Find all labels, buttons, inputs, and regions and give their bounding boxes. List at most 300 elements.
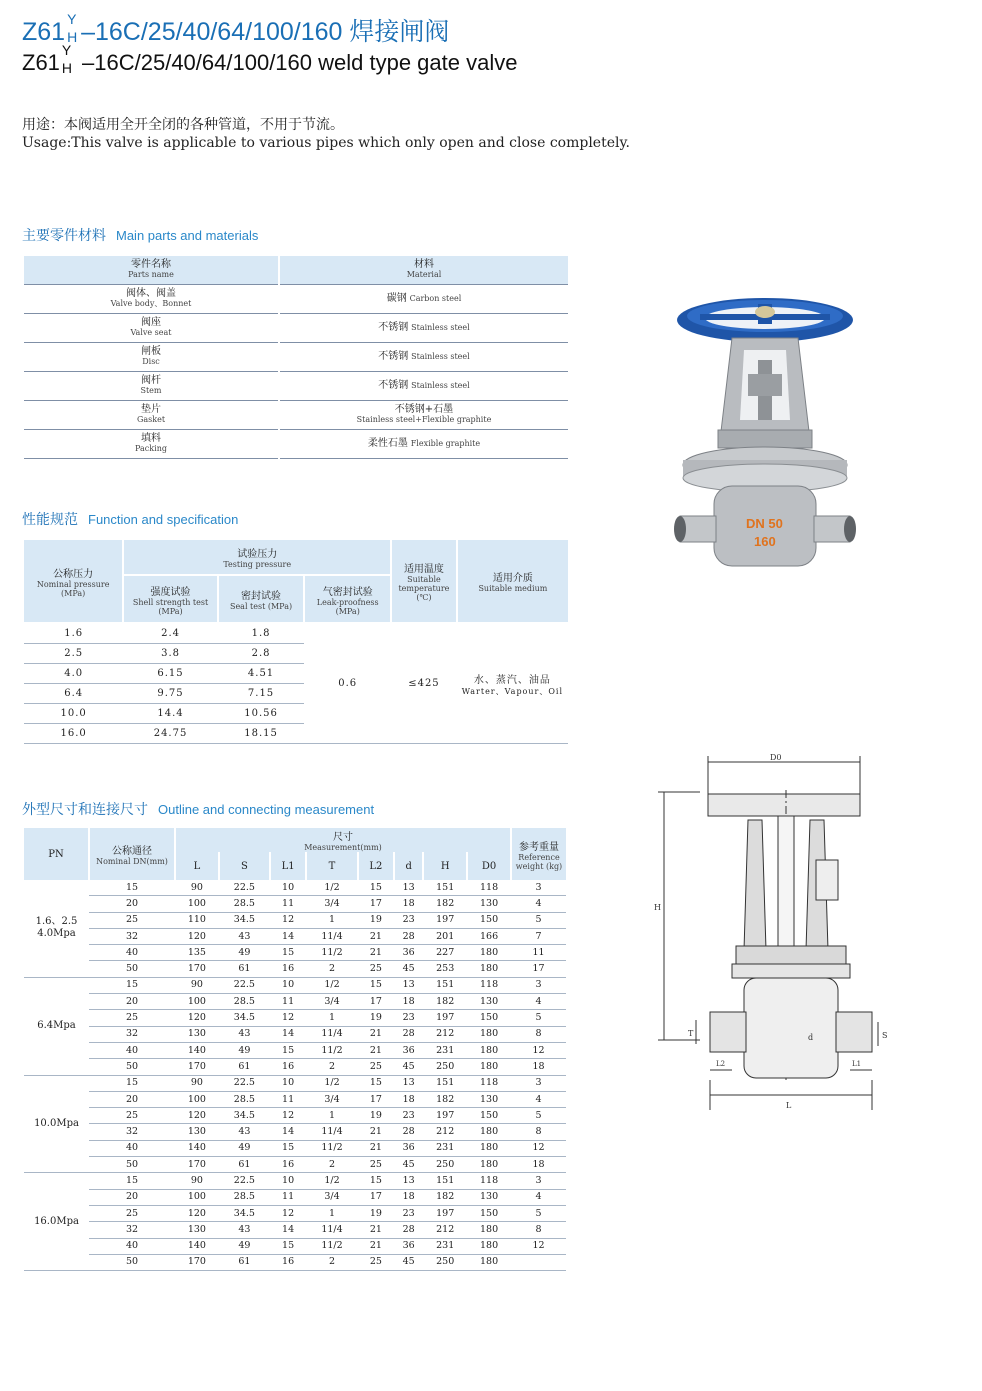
table-cell: 3 <box>511 1173 566 1189</box>
table-cell: 5 <box>511 1108 566 1124</box>
table-cell: 28.5 <box>219 1091 270 1107</box>
table-cell: 14 <box>270 928 306 944</box>
table-cell: 43 <box>219 928 270 944</box>
table-cell: 61 <box>219 1254 270 1270</box>
table-cell: 45 <box>394 961 423 977</box>
table-cell: 8 <box>511 1026 566 1042</box>
parts-header-material: 材料 Material <box>279 256 568 285</box>
table-cell: 15 <box>89 977 175 993</box>
page-title-cn: Z61 Y H –16C/25/40/64/100/160 焊接闸阀 <box>22 11 450 46</box>
table-row <box>24 880 566 896</box>
table-cell: 110 <box>175 912 219 928</box>
table-cell: 130 <box>467 1091 511 1107</box>
table-cell: 1/2 <box>306 1173 358 1189</box>
table-row <box>24 1140 566 1156</box>
table-cell: 1/2 <box>306 1075 358 1091</box>
table-cell: 11/4 <box>306 1026 358 1042</box>
table-row <box>24 1254 566 1270</box>
dims-col-header: L2 <box>358 852 394 880</box>
table-cell: 3/4 <box>306 994 358 1010</box>
table-row <box>24 928 566 944</box>
table-cell: 36 <box>394 1042 423 1058</box>
table-cell: 8 <box>511 1124 566 1140</box>
dims-col-header: H <box>423 852 467 880</box>
table-cell: 40 <box>89 1140 175 1156</box>
table-cell: 201 <box>423 928 467 944</box>
table-cell: 4 <box>511 1091 566 1107</box>
table-cell: 100 <box>175 994 219 1010</box>
table-cell: 21 <box>358 1222 394 1238</box>
table-cell: 21 <box>358 945 394 961</box>
table-cell: 61 <box>219 1059 270 1075</box>
table-cell: 17 <box>511 961 566 977</box>
table-cell: 11/2 <box>306 1042 358 1058</box>
table-cell: 250 <box>423 1059 467 1075</box>
table-cell: 231 <box>423 1042 467 1058</box>
table-cell: 10 <box>270 1075 306 1091</box>
table-cell: 16 <box>270 961 306 977</box>
table-cell: 49 <box>219 1140 270 1156</box>
table-cell: 182 <box>423 1189 467 1205</box>
table-row: 垫片 Gasket 不锈钢+石墨 Stainless steel+Flexible graphite <box>24 401 568 430</box>
label-h: H <box>654 903 661 912</box>
table-cell: 15 <box>89 880 175 896</box>
table-cell: 3 <box>511 977 566 993</box>
table-cell: 36 <box>394 1238 423 1254</box>
table-cell: 197 <box>423 1205 467 1221</box>
table-cell: 21 <box>358 1124 394 1140</box>
table-row <box>24 1173 566 1189</box>
table-cell: 130 <box>175 1026 219 1042</box>
table-cell: 120 <box>175 928 219 944</box>
table-cell: 32 <box>89 928 175 944</box>
table-cell: 15 <box>358 880 394 896</box>
table-cell: 180 <box>467 1059 511 1075</box>
table-cell: 28 <box>394 1124 423 1140</box>
table-cell: 50 <box>89 1059 175 1075</box>
table-row <box>24 1091 566 1107</box>
table-cell: 12 <box>270 1108 306 1124</box>
table-cell: 100 <box>175 896 219 912</box>
func-header-medium: 适用介质 Suitable medium <box>457 540 568 623</box>
func-section-title: 性能规范 Function and specification <box>22 512 239 528</box>
table-cell: 11/4 <box>306 1124 358 1140</box>
table-cell: 15 <box>270 1042 306 1058</box>
table-cell: 50 <box>89 1254 175 1270</box>
table-cell: 34.5 <box>219 1010 270 1026</box>
table-cell: 43 <box>219 1026 270 1042</box>
table-row <box>24 896 566 912</box>
table-row: 6.4 9.75 7.15 <box>24 684 568 704</box>
table-cell: 10 <box>270 880 306 896</box>
table-cell: 28.5 <box>219 896 270 912</box>
table-cell: 5 <box>511 912 566 928</box>
table-cell: 8 <box>511 1222 566 1238</box>
table-cell: 23 <box>394 1108 423 1124</box>
pn-group-label: 6.4Mpa <box>24 977 89 1075</box>
table-cell: 28.5 <box>219 994 270 1010</box>
label-l2: L2 <box>716 1060 726 1068</box>
table-cell: 1 <box>306 1108 358 1124</box>
parts-header-name: 零件名称 Parts name <box>24 256 279 285</box>
func-header-tp: 试验压力 Testing pressure <box>123 540 391 575</box>
table-cell: 11 <box>270 1091 306 1107</box>
table-cell: 118 <box>467 880 511 896</box>
table-cell: 17 <box>358 1091 394 1107</box>
table-cell: 1 <box>306 1010 358 1026</box>
table-cell: 11/4 <box>306 1222 358 1238</box>
table-cell: 25 <box>89 1010 175 1026</box>
table-cell: 1 <box>306 912 358 928</box>
table-cell: 212 <box>423 1026 467 1042</box>
table-cell: 32 <box>89 1222 175 1238</box>
table-cell: 49 <box>219 1238 270 1254</box>
table-cell: 34.5 <box>219 912 270 928</box>
table-cell: 4 <box>511 994 566 1010</box>
table-cell: 90 <box>175 880 219 896</box>
table-cell: 25 <box>89 912 175 928</box>
table-cell: 20 <box>89 896 175 912</box>
label-l1: L1 <box>852 1060 862 1068</box>
table-cell: 150 <box>467 1108 511 1124</box>
table-cell: 25 <box>358 1059 394 1075</box>
table-cell: 19 <box>358 1108 394 1124</box>
table-cell: 120 <box>175 1108 219 1124</box>
table-cell: 61 <box>219 961 270 977</box>
table-cell: 150 <box>467 912 511 928</box>
label-d: d <box>808 1033 814 1042</box>
table-cell: 10 <box>270 977 306 993</box>
table-cell: 150 <box>467 1010 511 1026</box>
valve-label-pn: 160 <box>754 534 776 549</box>
table-row <box>24 945 566 961</box>
table-cell: 21 <box>358 1042 394 1058</box>
table-cell: 180 <box>467 1254 511 1270</box>
table-cell: 100 <box>175 1189 219 1205</box>
table-row <box>24 961 566 977</box>
table-cell: 11/2 <box>306 1238 358 1254</box>
table-cell: 40 <box>89 945 175 961</box>
table-cell: 253 <box>423 961 467 977</box>
table-cell: 130 <box>175 1222 219 1238</box>
table-cell: 61 <box>219 1157 270 1173</box>
medium-value: 水、蒸汽、油品 Warter、Vapour、Oil <box>457 623 568 744</box>
table-cell: 90 <box>175 1173 219 1189</box>
table-cell: 2 <box>306 1157 358 1173</box>
table-cell: 180 <box>467 1042 511 1058</box>
table-cell: 22.5 <box>219 977 270 993</box>
table-cell: 118 <box>467 977 511 993</box>
table-cell: 212 <box>423 1124 467 1140</box>
table-cell: 18 <box>511 1157 566 1173</box>
table-cell: 90 <box>175 1075 219 1091</box>
func-header-np: 公称压力 Nominal pressure (MPa) <box>24 540 123 623</box>
table-cell: 25 <box>358 1254 394 1270</box>
table-cell: 182 <box>423 896 467 912</box>
table-cell: 18 <box>394 994 423 1010</box>
table-cell: 2 <box>306 961 358 977</box>
page-title-en: Z61 Y H –16C/25/40/64/100/160 weld type gate valve <box>22 42 518 77</box>
table-cell: 11 <box>270 994 306 1010</box>
table-cell: 1 <box>306 1205 358 1221</box>
table-cell: 17 <box>358 994 394 1010</box>
table-cell: 32 <box>89 1124 175 1140</box>
pn-group-label: 1.6、2.5 4.0Mpa <box>24 880 89 977</box>
table-cell: 12 <box>511 1238 566 1254</box>
table-cell: 16 <box>270 1157 306 1173</box>
table-cell: 135 <box>175 945 219 961</box>
table-row <box>24 1222 566 1238</box>
table-cell: 11 <box>270 1189 306 1205</box>
table-cell: 18 <box>511 1059 566 1075</box>
table-row <box>24 977 566 993</box>
table-cell: 19 <box>358 1205 394 1221</box>
table-cell: 18 <box>394 1091 423 1107</box>
table-row <box>24 1124 566 1140</box>
table-cell: 18 <box>394 896 423 912</box>
table-cell: 151 <box>423 977 467 993</box>
table-cell: 14 <box>270 1124 306 1140</box>
table-cell: 120 <box>175 1010 219 1026</box>
table-cell: 5 <box>511 1205 566 1221</box>
table-cell: 45 <box>394 1157 423 1173</box>
table-cell: 118 <box>467 1173 511 1189</box>
table-cell: 16 <box>270 1254 306 1270</box>
table-row: 1.6 2.4 1.8 0.6 ≤425 水、蒸汽、油品 Warter、Vapour、Oil <box>24 623 568 644</box>
table-cell: 16 <box>270 1059 306 1075</box>
table-cell: 100 <box>175 1091 219 1107</box>
table-cell: 14 <box>270 1026 306 1042</box>
label-d0: D0 <box>770 753 782 762</box>
table-cell: 20 <box>89 994 175 1010</box>
table-cell: 118 <box>467 1075 511 1091</box>
table-cell: 3/4 <box>306 1189 358 1205</box>
table-cell: 120 <box>175 1205 219 1221</box>
func-header-air: 气密封试验 Leak-proofness (MPa) <box>304 575 391 623</box>
dims-header-measurement: 尺寸 Measurement(mm) <box>175 828 511 852</box>
air-test-value: 0.6 <box>304 623 391 744</box>
table-cell: 45 <box>394 1059 423 1075</box>
table-cell: 197 <box>423 1108 467 1124</box>
table-cell: 50 <box>89 1157 175 1173</box>
table-cell: 180 <box>467 1026 511 1042</box>
table-row <box>24 1238 566 1254</box>
table-cell: 34.5 <box>219 1205 270 1221</box>
table-cell: 34.5 <box>219 1108 270 1124</box>
table-cell: 12 <box>511 1140 566 1156</box>
table-row <box>24 1157 566 1173</box>
table-cell: 36 <box>394 1140 423 1156</box>
table-cell: 22.5 <box>219 880 270 896</box>
table-cell: 17 <box>358 1189 394 1205</box>
table-row <box>24 1108 566 1124</box>
table-cell: 17 <box>358 896 394 912</box>
table-cell: 15 <box>89 1075 175 1091</box>
table-cell: 250 <box>423 1157 467 1173</box>
table-cell: 130 <box>467 896 511 912</box>
temp-value: ≤425 <box>391 623 457 744</box>
table-row: 4.0 6.15 4.51 <box>24 664 568 684</box>
table-cell: 28 <box>394 1026 423 1042</box>
table-cell: 180 <box>467 1238 511 1254</box>
table-cell: 21 <box>358 1238 394 1254</box>
table-cell: 28 <box>394 1222 423 1238</box>
table-cell: 7 <box>511 928 566 944</box>
table-cell: 13 <box>394 977 423 993</box>
table-cell: 11 <box>511 945 566 961</box>
table-cell: 3 <box>511 880 566 896</box>
table-cell: 22.5 <box>219 1173 270 1189</box>
dims-col-header: S <box>219 852 270 880</box>
table-cell: 170 <box>175 1254 219 1270</box>
dims-col-header: T <box>306 852 358 880</box>
func-header-temp: 适用温度 Suitable temperature (℃) <box>391 540 457 623</box>
valve-label-dn: DN 50 <box>746 516 783 531</box>
parts-table <box>24 256 568 459</box>
table-cell: 21 <box>358 1140 394 1156</box>
label-s: S <box>882 1031 888 1040</box>
table-row: 阀座 Valve seat 不锈钢 Stainless steel <box>24 314 568 343</box>
table-cell: 90 <box>175 977 219 993</box>
table-cell: 182 <box>423 994 467 1010</box>
table-cell: 23 <box>394 912 423 928</box>
table-cell: 36 <box>394 945 423 961</box>
table-cell: 22.5 <box>219 1075 270 1091</box>
table-row <box>24 1010 566 1026</box>
table-cell: 14 <box>270 1222 306 1238</box>
table-cell: 166 <box>467 928 511 944</box>
dims-col-header: D0 <box>467 852 511 880</box>
table-cell: 25 <box>358 961 394 977</box>
table-cell: 40 <box>89 1238 175 1254</box>
table-cell: 212 <box>423 1222 467 1238</box>
technical-drawing <box>640 750 920 1130</box>
table-cell: 180 <box>467 1140 511 1156</box>
table-cell: 25 <box>89 1108 175 1124</box>
table-row: 10.0 14.4 10.56 <box>24 704 568 724</box>
table-cell: 49 <box>219 945 270 961</box>
table-cell: 151 <box>423 1173 467 1189</box>
table-cell: 3 <box>511 1075 566 1091</box>
table-cell: 151 <box>423 1075 467 1091</box>
table-cell: 130 <box>467 994 511 1010</box>
dims-header-dn: 公称通径 Nominal DN(mm) <box>89 828 175 880</box>
table-cell: 11 <box>270 896 306 912</box>
table-cell: 25 <box>89 1205 175 1221</box>
table-row <box>24 994 566 1010</box>
table-row: 填料 Packing 柔性石墨 Flexible graphite <box>24 430 568 459</box>
table-cell: 11/2 <box>306 945 358 961</box>
dimensions-table <box>24 828 566 1271</box>
table-cell: 140 <box>175 1042 219 1058</box>
table-cell: 180 <box>467 1157 511 1173</box>
table-row: 闸板 Disc 不锈钢 Stainless steel <box>24 343 568 372</box>
table-cell: 25 <box>358 1157 394 1173</box>
table-row: 2.5 3.8 2.8 <box>24 644 568 664</box>
table-cell: 182 <box>423 1091 467 1107</box>
table-cell: 227 <box>423 945 467 961</box>
dims-col-header: L1 <box>270 852 306 880</box>
table-cell: 40 <box>89 1042 175 1058</box>
table-cell: 43 <box>219 1222 270 1238</box>
table-cell: 15 <box>358 977 394 993</box>
table-cell: 12 <box>511 1042 566 1058</box>
table-cell: 28 <box>394 928 423 944</box>
table-cell: 12 <box>270 1205 306 1221</box>
table-cell: 140 <box>175 1140 219 1156</box>
table-row <box>24 1205 566 1221</box>
table-cell: 13 <box>394 1075 423 1091</box>
dims-col-header: L <box>175 852 219 880</box>
table-cell: 2 <box>306 1254 358 1270</box>
pn-group-label: 10.0Mpa <box>24 1075 89 1173</box>
table-cell: 197 <box>423 1010 467 1026</box>
table-cell: 13 <box>394 880 423 896</box>
table-cell: 28.5 <box>219 1189 270 1205</box>
table-row: 阀杆 Stem 不锈钢 Stainless steel <box>24 372 568 401</box>
table-cell: 18 <box>394 1189 423 1205</box>
function-table <box>24 540 568 744</box>
table-cell: 19 <box>358 1010 394 1026</box>
func-header-shell: 强度试验 Shell strength test (MPa) <box>123 575 217 623</box>
table-cell: 151 <box>423 880 467 896</box>
table-cell: 231 <box>423 1238 467 1254</box>
table-cell: 11/2 <box>306 1140 358 1156</box>
table-cell: 5 <box>511 1010 566 1026</box>
table-cell: 15 <box>270 1238 306 1254</box>
pn-group-label: 16.0Mpa <box>24 1173 89 1271</box>
table-cell: 15 <box>358 1075 394 1091</box>
table-cell: 21 <box>358 1026 394 1042</box>
table-cell: 20 <box>89 1189 175 1205</box>
table-cell: 32 <box>89 1026 175 1042</box>
table-cell: 1/2 <box>306 977 358 993</box>
table-row <box>24 1059 566 1075</box>
table-cell: 130 <box>467 1189 511 1205</box>
table-cell: 1/2 <box>306 880 358 896</box>
table-cell: 3/4 <box>306 1091 358 1107</box>
table-cell: 43 <box>219 1124 270 1140</box>
table-cell: 45 <box>394 1254 423 1270</box>
table-cell: 170 <box>175 961 219 977</box>
label-l: L <box>786 1101 792 1110</box>
table-cell: 4 <box>511 896 566 912</box>
table-cell: 180 <box>467 961 511 977</box>
table-cell: 130 <box>175 1124 219 1140</box>
table-cell: 170 <box>175 1157 219 1173</box>
table-cell: 170 <box>175 1059 219 1075</box>
parts-section-title: 主要零件材料 Main parts and materials <box>22 228 259 244</box>
table-cell: 49 <box>219 1042 270 1058</box>
table-cell: 13 <box>394 1173 423 1189</box>
usage-cn: 用途：本阀适用全开全闭的各种管道，不用于节流。 <box>22 117 344 133</box>
table-cell: 15 <box>270 945 306 961</box>
dims-header-pn: PN <box>24 828 89 880</box>
table-row <box>24 1042 566 1058</box>
dims-section-title: 外型尺寸和连接尺寸 Outline and connecting measurement <box>22 802 375 818</box>
table-cell: 50 <box>89 961 175 977</box>
table-cell: 150 <box>467 1205 511 1221</box>
table-cell: 4 <box>511 1189 566 1205</box>
table-cell: 140 <box>175 1238 219 1254</box>
table-row <box>24 1075 566 1091</box>
table-row <box>24 1189 566 1205</box>
table-cell: 11/4 <box>306 928 358 944</box>
func-header-seal: 密封试验 Seal test (MPa) <box>218 575 305 623</box>
table-cell: 20 <box>89 1091 175 1107</box>
table-row <box>24 1026 566 1042</box>
table-cell: 15 <box>89 1173 175 1189</box>
